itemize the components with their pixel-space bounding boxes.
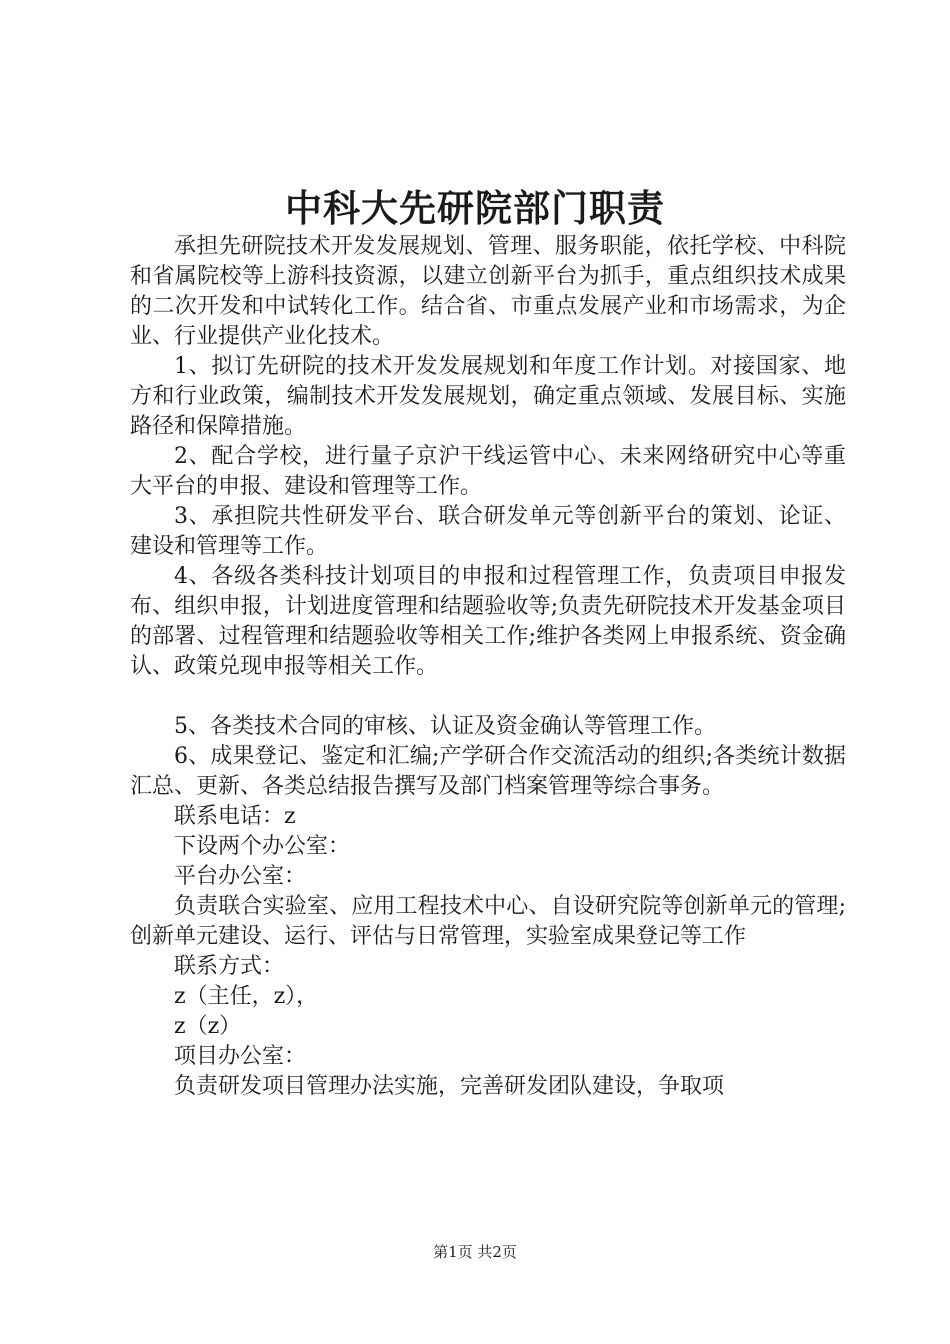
contact-person-1: z（主任，z）， bbox=[174, 984, 319, 1009]
duty-item-2: 2、配合学校，进行量子京沪干线运管中心、未来网络研究中心等重大平台的申报、建设和管理等工作。 bbox=[130, 444, 846, 499]
page-footer: 第1页 共2页 bbox=[433, 1243, 517, 1261]
duty-item-6: 6、成果登记、鉴定和汇编;产学研合作交流活动的组织;各类统计数据汇总、更新、各类总结报告撰写及部门档案管理等综合事务。 bbox=[130, 744, 846, 799]
project-office-duties: 负责研发项目管理办法实施，完善研发团队建设，争取项 bbox=[174, 1074, 725, 1099]
page-title: 中科大先研院部门职责 bbox=[285, 186, 665, 230]
document-body bbox=[130, 232, 846, 1102]
offices-heading: 下设两个办公室： bbox=[174, 834, 351, 859]
duty-item-5: 5、各类技术合同的审核、认证及资金确认等管理工作。 bbox=[174, 714, 716, 739]
platform-office-heading: 平台办公室： bbox=[174, 864, 307, 889]
duty-item-4: 4、各级各类科技计划项目的申报和过程管理工作，负责项目申报发布、组织申报，计划进度管理和结题验收等;负责先研院技术开发基金项目的部署、过程管理和结题验收等相关工作;维护各类网上申报系统、资金确认、政策兑现申报等相关工作。 bbox=[130, 564, 846, 679]
project-office-heading: 项目办公室： bbox=[174, 1044, 307, 1069]
contact-phone: 联系电话：z bbox=[174, 804, 296, 829]
contact-method-label: 联系方式： bbox=[174, 954, 285, 979]
duty-item-3: 3、承担院共性研发平台、联合研发单元等创新平台的策划、论证、建设和管理等工作。 bbox=[130, 504, 846, 559]
contact-person-2: z（z） bbox=[174, 1014, 242, 1039]
platform-office-duties: 负责联合实验室、应用工程技术中心、自设研究院等创新单元的管理;创新单元建设、运行、评估与日常管理，实验室成果登记等工作 bbox=[130, 894, 846, 949]
duty-item-1: 1、拟订先研院的技术开发发展规划和年度工作计划。对接国家、地方和行业政策，编制技术开发发展规划，确定重点领域、发展目标、实施路径和保障措施。 bbox=[130, 354, 846, 439]
intro-paragraph: 承担先研院技术开发发展规划、管理、服务职能，依托学校、中科院和省属院校等上游科技资源，以建立创新平台为抓手，重点组织技术成果的二次开发和中试转化工作。结合省、市重点发展产业和市场需求，为企业、行业提供产业化技术。 bbox=[130, 234, 846, 349]
